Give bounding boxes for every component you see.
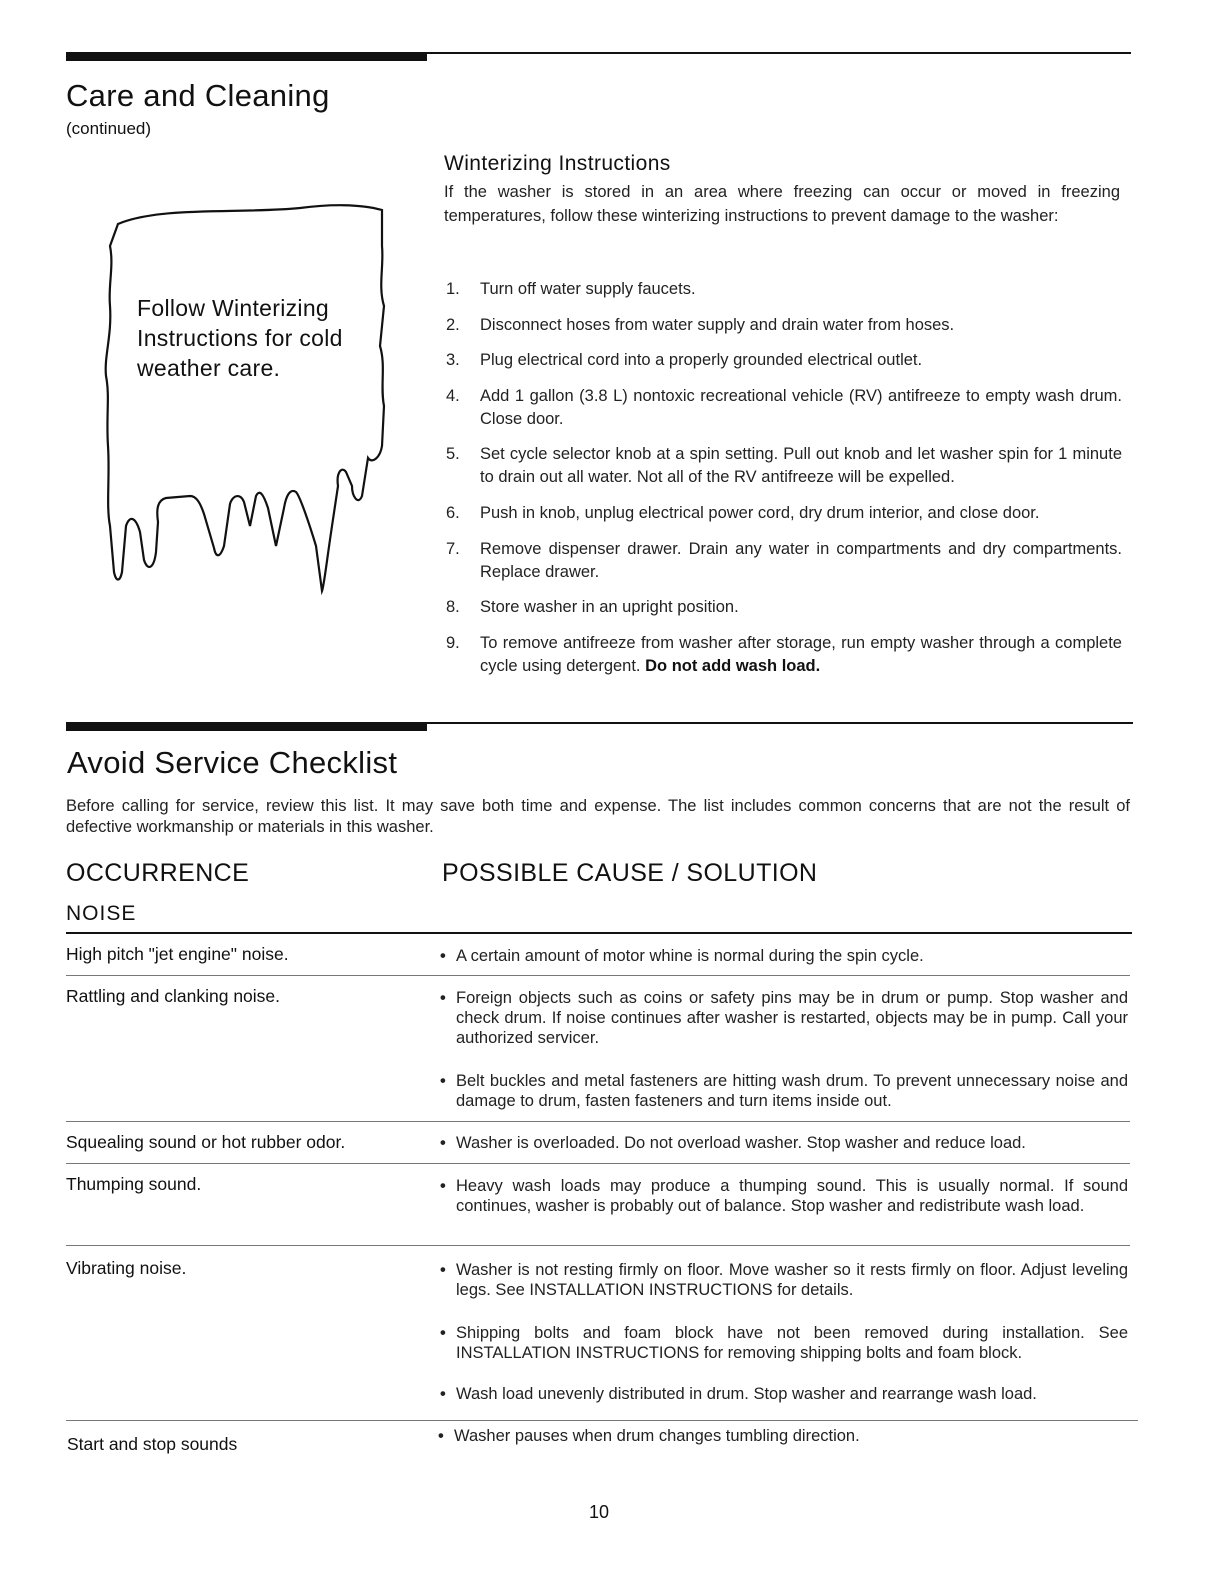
step-number: 6. [446,503,460,522]
step-text: Set cycle selector knob at a spin setting. Pull out knob and let washer spin for 1 minute to drain out all water. Not all of the RV antifreeze will be expelled. [480,445,1122,487]
step-text: Disconnect hoses from water supply and drain water from hoses. [480,315,955,334]
row-divider [66,1245,1130,1246]
step-warning: Do not add wash load. [645,656,821,675]
step-text: Store washer in an upright position. [480,598,739,617]
icicle-note-line2: Instructions for cold [137,325,343,351]
bullet: • [440,1324,446,1342]
step-text: To remove antifreeze from washer after storage, run empty washer through a complete cycle using detergent. [480,633,1122,675]
solution-item [440,1133,1130,1153]
occurrence-squealing: Squealing sound or hot rubber odor. [66,1132,346,1152]
step-number: 4. [446,386,460,405]
winterizing-step [446,443,1122,489]
occurrence-vibrating: Vibrating noise. [66,1258,187,1278]
icicle-illustration [100,196,400,616]
occurrence-jet-engine: High pitch "jet engine" noise. [66,944,289,964]
solution-text: Shipping bolts and foam block have not been removed during installation. See INSTALLATION INSTRUCTIONS for removing shipping bolts and foam block. [456,1324,1128,1362]
solution-text: Belt buckles and metal fasteners are hitting wash drum. To prevent unnecessary noise and damage to drum, fasten fasteners and turn items inside out. [456,1072,1128,1110]
solution-item [440,988,1128,1048]
step-text: Push in knob, unplug electrical power cord, dry drum interior, and close door. [480,503,1040,522]
bullet: • [438,1427,444,1445]
column-solution-header: POSSIBLE CAUSE / SOLUTION [442,859,818,887]
solution-text: Heavy wash loads may produce a thumping sound. This is usually normal. If sound continues, washer is probably out of balance. Stop washer and redistribute wash load. [456,1177,1128,1215]
care-subtitle: (continued) [66,119,152,138]
column-occurrence-header: OCCURRENCE [66,859,250,887]
solution-item [440,1384,1130,1404]
occurrence-rattling: Rattling and clanking noise. [66,986,281,1006]
category-noise: NOISE [66,902,137,925]
winterizing-intro: If the washer is stored in an area where freezing can occur or moved in freezing temperatures, follow these winterizing instructions to prevent damage to the washer: [444,183,1120,225]
solution-item [438,1426,1126,1446]
row-divider [66,1121,1130,1122]
section-rule [66,52,1131,54]
step-text: Add 1 gallon (3.8 L) nontoxic recreational vehicle (RV) antifreeze to empty wash drum. Close door. [480,386,1122,428]
step-number: 1. [446,280,460,298]
solution-item [440,1260,1128,1300]
step-text: Turn off water supply faucets. [480,280,696,298]
table-header-rule [66,932,1132,934]
winterizing-step [446,385,1122,431]
icicle-note-line3: weather care. [137,355,281,381]
solution-text: Washer pauses when drum changes tumbling direction. [454,1427,860,1445]
step-number: 2. [446,315,460,334]
step-number: 5. [446,445,460,464]
winterizing-step [446,314,1122,337]
solution-item [440,1323,1128,1363]
occurrence-thumping: Thumping sound. [66,1174,202,1194]
bullet: • [440,1385,446,1403]
winterizing-step [446,596,1122,619]
row-divider [66,1420,1138,1421]
solution-text: Wash load unevenly distributed in drum. Stop washer and rearrange wash load. [456,1385,1037,1403]
care-title: Care and Cleaning [66,78,330,113]
solution-text: Foreign objects such as coins or safety pins may be in drum or pump. Stop washer and check drum. If noise continues after washer is restarted, objects may be in pump. Call your authorized servicer. [456,989,1128,1047]
solution-text: Washer is not resting firmly on floor. Move washer so it rests firmly on floor. Adjust leveling legs. See INSTALLATION INSTRUCTIONS for details. [456,1261,1128,1299]
solution-item [440,946,1130,966]
step-number: 9. [446,633,460,652]
solution-text: A certain amount of motor whine is normal during the spin cycle. [456,947,924,965]
section-rule [66,722,1133,724]
checklist-title: Avoid Service Checklist [67,745,398,780]
winterizing-step [446,538,1122,584]
bullet: • [440,1134,446,1152]
bullet: • [440,1177,446,1195]
winterizing-step [446,349,1122,372]
row-divider [66,1163,1130,1164]
solution-text: Washer is overloaded. Do not overload washer. Stop washer and reduce load. [456,1134,1026,1152]
winterizing-step [446,278,1122,301]
step-number: 8. [446,598,460,617]
page-number: 10 [589,1502,610,1522]
bullet: • [440,947,446,965]
bullet: • [440,1261,446,1279]
solution-item [440,1071,1128,1111]
winterizing-step [446,632,1122,678]
bullet: • [440,989,446,1007]
checklist-intro: Before calling for service, review this list. It may save both time and expense. The list includes common concerns that are not the result of defective workmanship or materials in this washer. [66,797,1130,836]
icicle-note-line1: Follow Winterizing [137,295,330,321]
step-number: 3. [446,351,460,370]
bullet: • [440,1072,446,1090]
step-text: Remove dispenser drawer. Drain any water in compartments and dry compartments. Replace drawer. [480,539,1122,581]
row-divider [66,975,1130,976]
solution-item [440,1176,1128,1216]
occurrence-start-stop: Start and stop sounds [67,1434,238,1454]
step-number: 7. [446,539,460,558]
winterizing-title: Winterizing Instructions [444,152,671,175]
step-text: Plug electrical cord into a properly grounded electrical outlet. [480,351,923,370]
winterizing-steps [446,278,1122,690]
winterizing-step [446,502,1122,525]
